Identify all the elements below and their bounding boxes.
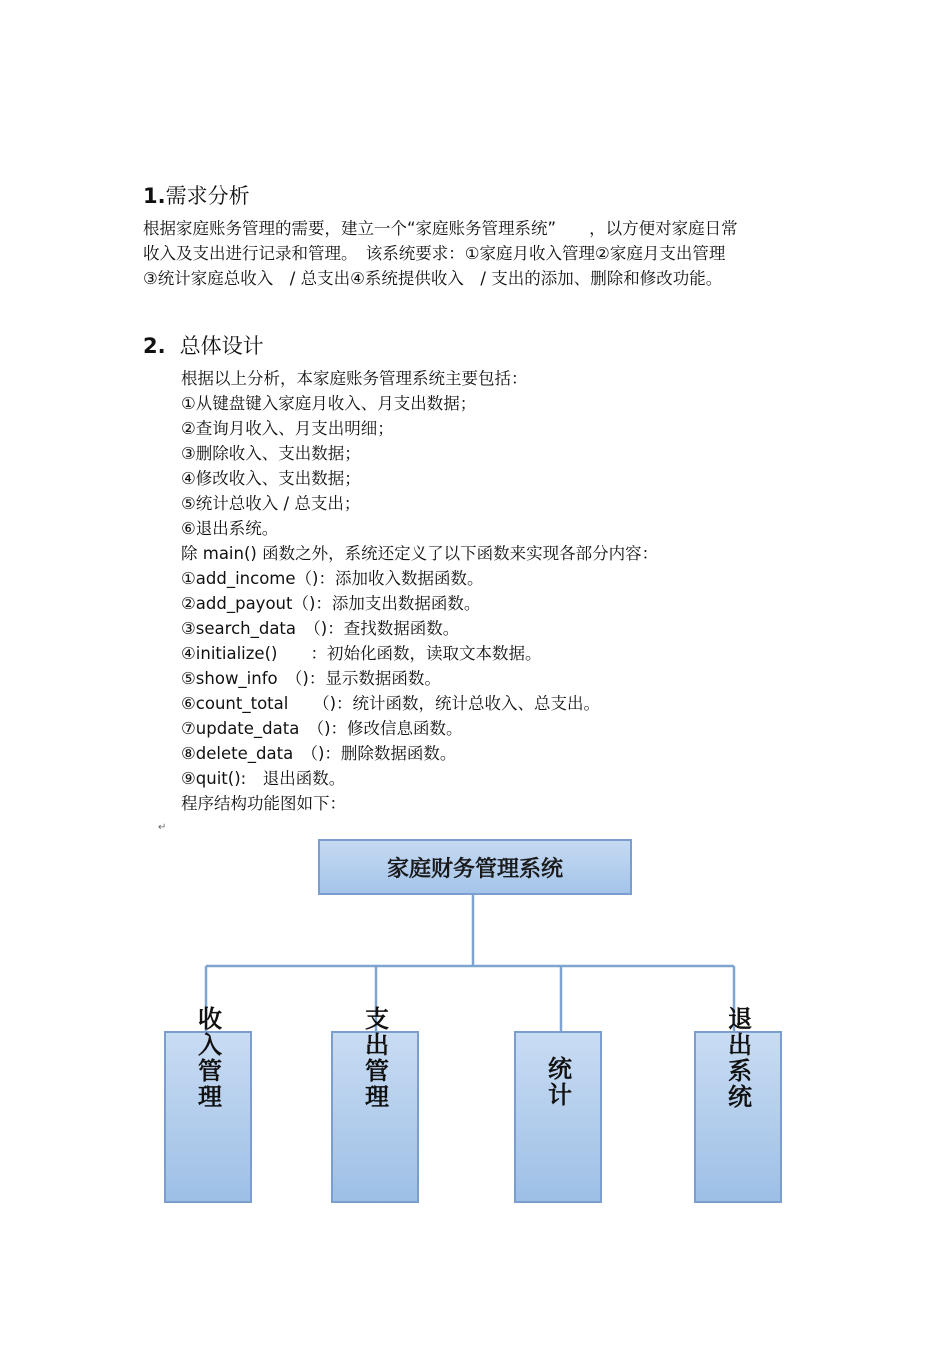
child-node-income [165, 1006, 251, 1202]
structure-diagram [0, 830, 950, 1220]
paragraph-line: 根据家庭账务管理的需要，建立一个“家庭账务管理系统” ，以方便对家庭日常 [143, 219, 738, 238]
list-item: ⑥退出系统。 [181, 519, 279, 538]
root-node-label: 家庭财务管理系统 [386, 856, 564, 882]
list-item: ③删除收入、支出数据； [181, 444, 361, 463]
list-item: ⑦update_data （)：修改信息函数。 [181, 719, 463, 738]
paragraph-mark-icon: ↵ [158, 822, 167, 833]
list-item: ②查询月收入、月支出明细； [181, 419, 394, 438]
list-item: ⑥count_total （)：统计函数，统计总收入、总支出。 [181, 694, 601, 713]
child-node-payout [332, 1006, 418, 1202]
list-item: ⑤统计总收入 / 总支出； [181, 494, 361, 513]
list-item: ①add_income（)：添加收入数据函数。 [181, 569, 484, 588]
section-1-heading [143, 180, 250, 210]
paragraph-line: ③统计家庭总收入 / 总支出④系统提供收入 / 支出的添加、删除和修改功能。 [143, 269, 723, 288]
child-node-statistics [515, 1032, 601, 1202]
section-2-number: 2. [143, 334, 166, 358]
list-item: 程序结构功能图如下： [181, 794, 346, 813]
child-node-label: 支出管理 [360, 1006, 390, 1110]
requirements-paragraph [143, 216, 823, 291]
child-node-label: 退出系统 [723, 1006, 753, 1110]
section-2-heading [143, 330, 264, 360]
list-item: ⑧delete_data （)：删除数据函数。 [181, 744, 457, 763]
list-item: 根据以上分析，本家庭账务管理系统主要包括： [181, 369, 528, 388]
list-item: ②add_payout（)：添加支出数据函数。 [181, 594, 481, 613]
paragraph-line: 收入及支出进行记录和管理。 该系统要求：①家庭月收入管理②家庭月支出管理 [143, 244, 726, 263]
list-item: 除 main() 函数之外，系统还定义了以下函数来实现各部分内容： [181, 544, 659, 563]
child-node-label: 统计 [543, 1056, 573, 1108]
section-2-title: 总体设计 [179, 334, 264, 358]
diagram-connectors [206, 894, 734, 1032]
list-item: ⑨quit(): 退出函数。 [181, 769, 346, 788]
root-node [319, 840, 631, 894]
child-node-label: 收入管理 [193, 1006, 223, 1110]
list-item: ④修改收入、支出数据； [181, 469, 361, 488]
section-1-number: 1. [143, 184, 166, 208]
list-item: ①从键盘键入家庭月收入、月支出数据； [181, 394, 477, 413]
list-item: ③search_data （)：查找数据函数。 [181, 619, 460, 638]
list-item: ④initialize() ：初始化函数，读取文本数据。 [181, 644, 542, 663]
list-item: ⑤show_info （)：显示数据函数。 [181, 669, 441, 688]
section-1-title: 需求分析 [165, 184, 250, 208]
design-list [181, 366, 658, 816]
child-node-exit [695, 1006, 781, 1202]
